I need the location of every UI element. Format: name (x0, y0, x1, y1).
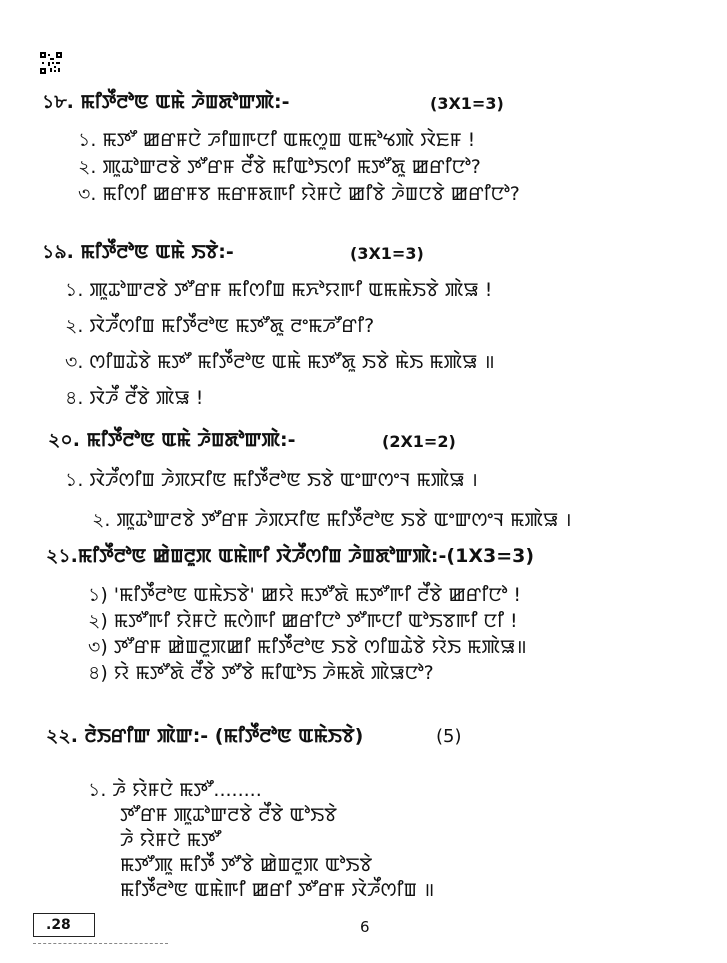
question-21-item-2: ২) ꯃꯇꯧꯒꯤ ꯌꯥꯝꯅꯥ ꯃꯁꯥꯒꯤ ꯀꯔꯤꯅꯣ ꯇꯧꯒꯅꯤ ꯑꯣꯏꯕꯒꯤ ꯅꯤ ! (88, 610, 518, 632)
question-18-item-2: ২. ꯄꯨꯊꯣꯛꯂꯕꯥ ꯇꯧꯔꯝ ꯂꯩꯕꯥ ꯃꯤꯑꯣꯏꯁꯤ ꯃꯇꯧꯗꯨ ꯀꯔꯤꯅꯣ? (78, 156, 481, 178)
page-number: 6 (360, 918, 370, 936)
poem-line-3: ꯍꯥ ꯌꯥꯝꯅꯥ ꯃꯇꯧ (120, 829, 222, 851)
poem-line-4: ꯃꯇꯧꯄꯨ ꯃꯤꯇꯩ ꯇꯧꯕꯥ ꯀꯥꯡꯂꯨꯞ ꯑꯣꯏꯕꯥ (120, 854, 373, 876)
poem-line-5: ꯃꯤꯇꯩꯂꯣꯟ ꯑꯃꯥꯒꯤ ꯀꯔꯤ ꯇꯧꯔꯝ ꯋꯥꯍꯩꯁꯤꯡ ॥ (120, 879, 435, 901)
poem-line-2: ꯇꯧꯔꯝ ꯄꯨꯊꯣꯛꯂꯕꯥ ꯂꯩꯕꯥ ꯑꯣꯏꯕꯥ (120, 804, 337, 826)
question-22-marks: (5) (436, 726, 462, 747)
question-18-heading: ১৮. ꯃꯤꯇꯩꯂꯣꯟ ꯑꯃꯥ ꯍꯥꯡꯗꯣꯛꯄꯥ:- (42, 91, 290, 113)
poem-line-1: ১. ꯍꯥ ꯌꯥꯝꯅꯥ ꯃꯇꯧ........ (88, 779, 262, 801)
question-20-marks: (2X1=2) (382, 432, 456, 451)
question-19-marks: (3X1=3) (350, 244, 424, 263)
question-19-item-2: ২. ꯋꯥꯍꯩꯁꯤꯡ ꯃꯤꯇꯩꯂꯣꯟ ꯃꯇꯧꯗꯨ ꯂꯦꯃꯍꯧꯔꯤ? (65, 315, 375, 337)
question-19-item-4: ৪. ꯋꯥꯍꯩ ꯂꯩꯕꯥ ꯄꯥꯎ ! (65, 387, 204, 409)
question-21-item-4: ৪) ꯌꯥ ꯃꯇꯧꯗꯥ ꯂꯩꯕꯥ ꯇꯧꯕꯥ ꯃꯤꯑꯣꯏ ꯍꯥꯃꯗꯥ ꯄꯥꯎꯅꯣ? (88, 662, 434, 684)
question-18-item-1: ১. ꯃꯇꯧ ꯀꯔꯝꯅꯥ ꯍꯤꯡꯒꯅꯤ ꯑꯃꯁꯨꯡ ꯑꯃꯣꯠꯄꯥ ꯋꯥꯐꯝ ! (78, 129, 476, 151)
question-20-heading: ২০. ꯃꯤꯇꯩꯂꯣꯟ ꯑꯃꯥ ꯍꯥꯡꯗꯣꯛꯄꯥ:- (48, 429, 296, 451)
question-19-item-3: ৩. ꯁꯤꯡꯊꯥꯕꯥ ꯃꯇꯧ ꯃꯤꯇꯩꯂꯣꯟ ꯑꯃꯥ ꯃꯇꯧꯗꯨ ꯏꯕꯥ ꯃꯥꯏ ꯃꯄꯥꯎ ॥ (65, 351, 495, 373)
qr-code-icon (40, 52, 62, 74)
paper-code-box: .28 (33, 913, 95, 937)
question-21-item-1: ১) 'ꯃꯤꯇꯩꯂꯣꯟ ꯑꯃꯥꯏꯕꯥ' ꯀꯌꯥ ꯃꯇꯧꯗꯥ ꯃꯇꯧꯒꯤ ꯂꯩꯕꯥ ꯀꯔꯤꯅꯣ ! (88, 584, 522, 606)
question-18-marks: (3X1=3) (430, 94, 504, 113)
footer-divider (33, 943, 168, 944)
question-20-item-1: ১. ꯋꯥꯍꯩꯁꯤꯡ ꯍꯥꯞꯆꯤꯟ ꯃꯤꯇꯩꯂꯣꯟ ꯏꯕꯥ ꯑꯦꯛꯁꯦꯜ ꯃꯄꯥꯎ । (65, 469, 478, 491)
question-19-heading: ১৯. ꯃꯤꯇꯩꯂꯣꯟ ꯑꯃꯥ ꯏꯕꯥ:- (42, 241, 234, 263)
question-21-heading: ২১.ꯃꯤꯇꯩꯂꯣꯟ ꯀꯥꯡꯂꯨꯞ ꯑꯃꯥꯒꯤ ꯋꯥꯍꯩꯁꯤꯡ ꯍꯥꯡꯗꯣꯛꯄꯥ:-(1X3=3) (46, 545, 535, 567)
question-22-heading: ২২. ꯂꯥꯏꯔꯤꯛ ꯄꯥꯛ:- (ꯃꯤꯇꯩꯂꯣꯟ ꯑꯃꯥꯏꯕꯥ) (46, 725, 364, 747)
question-18-item-3: ৩. ꯃꯤꯁꯤ ꯀꯔꯝꯕ ꯃꯔꯝꯗꯒꯤ ꯌꯥꯝꯅꯥ ꯀꯤꯕꯥ ꯍꯥꯡꯅꯕꯥ ꯀꯔꯤꯅꯣ? (78, 183, 520, 205)
question-20-item-2: ২. ꯄꯨꯊꯣꯛꯂꯕꯥ ꯇꯧꯔꯝ ꯍꯥꯞꯆꯤꯟ ꯃꯤꯇꯩꯂꯣꯟ ꯏꯕꯥ ꯑꯦꯛꯁꯦꯜ ꯃꯄꯥꯎ । (92, 509, 572, 531)
question-19-item-1: ১. ꯄꯨꯊꯣꯛꯂꯕꯥ ꯇꯧꯔꯝ ꯃꯤꯁꯤꯡ ꯃꯈꯣꯌꯒꯤ ꯑꯃꯃꯥꯏꯕꯥ ꯄꯥꯎ ! (65, 279, 493, 301)
question-21-item-3: ৩) ꯇꯧꯔꯝ ꯀꯥꯡꯂꯨꯞꯀꯤ ꯃꯤꯇꯩꯂꯣꯟ ꯏꯕꯥ ꯁꯤꯡꯊꯥꯕꯥ ꯌꯥꯏ ꯃꯄꯥꯎ॥ (88, 636, 527, 658)
